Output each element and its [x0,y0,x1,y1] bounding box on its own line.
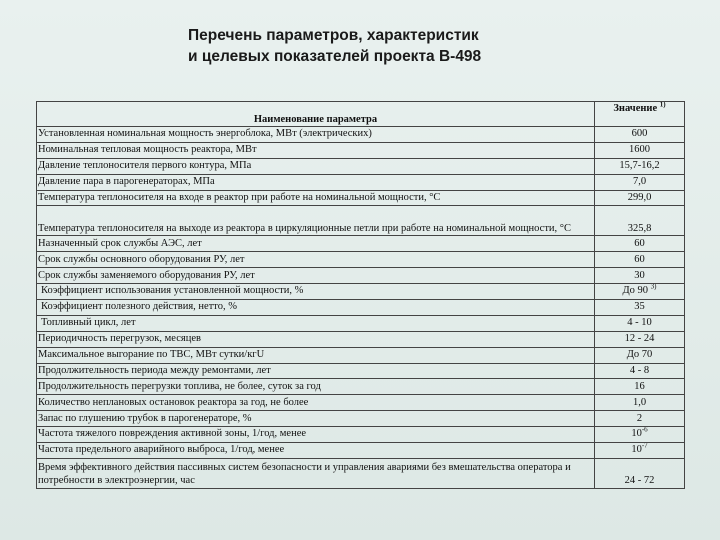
param-cell: Назначенный срок службы АЭС, лет [37,236,595,252]
param-cell: Температура теплоносителя на выходе из реактора в циркуляционные петли при работе на номинальной мощности, °С [37,206,595,236]
param-cell: Запас по глушению трубок в парогенераторе, % [37,411,595,427]
value-text: 325,8 [627,222,652,234]
value-cell [595,331,685,347]
page-title-line-2: и целевых показателей проекта В-498 [188,48,482,65]
table-row [37,411,685,427]
value-cell [595,158,685,174]
value-text: 30 [634,269,645,281]
value-text: До 70 [626,348,653,360]
value-text: 24 - 72 [624,475,655,487]
param-cell: Номинальная тепловая мощность реактора, МВт [37,142,595,158]
value-cell [595,284,685,300]
table-row [37,190,685,206]
table-row [37,174,685,190]
param-cell: Количество неплановых остановок реактора за год, не более [37,395,595,411]
table-header-row [37,102,685,127]
param-column-header: Наименование параметра [37,102,595,127]
table-row [37,315,685,331]
value-cell [595,127,685,143]
param-cell: Температура теплоносителя на входе в реактор при работе на номинальной мощности, °С [37,190,595,206]
value-header-footnote: 1) [659,101,666,109]
table-row [37,395,685,411]
value-text: 4 - 10 [627,317,652,329]
value-exponent: -7 [641,442,648,450]
value-cell [595,190,685,206]
value-text: 7,0 [632,175,647,187]
param-cell: Коэффициент использования установленной мощности, % [37,284,595,300]
value-cell [595,347,685,363]
table-row [37,158,685,174]
value-cell [595,236,685,252]
value-cell [595,300,685,316]
param-cell: Топливный цикл, лет [37,315,595,331]
value-text: 10 [631,428,642,440]
param-cell: Срок службы заменяемого оборудования РУ, лет [37,268,595,284]
value-text: До 90 [622,285,649,297]
table-row [37,331,685,347]
table-row [37,142,685,158]
value-cell [595,252,685,268]
value-cell [595,174,685,190]
table-row [37,300,685,316]
param-cell: Давление пара в парогенераторах, МПа [37,174,595,190]
table-row [37,127,685,143]
table-row [37,363,685,379]
value-text: 299,0 [627,191,652,203]
value-cell [595,427,685,443]
value-text: 12 - 24 [624,333,655,345]
value-cell [595,363,685,379]
value-footnote: 3) [650,283,657,291]
param-cell: Периодичность перегрузок, месяцев [37,331,595,347]
value-exponent: -6 [641,426,648,434]
table-row [37,379,685,395]
param-cell: Установленная номинальная мощность энергоблока, МВт (электрических) [37,127,595,143]
value-text: 10 [631,444,642,456]
value-column-header [595,102,685,127]
table-row [37,252,685,268]
page-title [188,25,588,67]
value-cell [595,142,685,158]
param-cell: Коэффициент полезного действия, нетто, % [37,300,595,316]
param-cell: Давление теплоносителя первого контура, МПа [37,158,595,174]
value-text: 1,0 [632,396,647,408]
param-cell: Частота тяжелого повреждения активной зоны, 1/год, менее [37,427,595,443]
param-cell: Срок службы основного оборудования РУ, лет [37,252,595,268]
table-row [37,347,685,363]
value-text: 600 [631,128,648,140]
value-text: 15,7-16,2 [619,160,660,172]
value-text: 35 [634,301,645,313]
table-row [37,268,685,284]
value-text: 60 [634,253,645,265]
param-cell: Время эффективного действия пассивных систем безопасности и управления авариями без вмешательства оператора и потребности в электроэнергии, час [37,458,595,488]
value-text: 16 [634,380,645,392]
value-cell [595,315,685,331]
page-title-line-1: Перечень параметров, характеристик [188,27,479,44]
table-row [37,443,685,459]
value-cell [595,411,685,427]
param-cell: Продолжительность перегрузки топлива, не более, суток за год [37,379,595,395]
table-row [37,284,685,300]
value-cell [595,395,685,411]
table-row [37,236,685,252]
value-cell [595,443,685,459]
value-text: 2 [636,412,643,424]
value-text: 1600 [629,144,650,156]
param-cell: Продолжительность периода между ремонтами, лет [37,363,595,379]
value-cell [595,268,685,284]
table-row [37,427,685,443]
value-cell [595,206,685,236]
param-cell: Максимальное выгорание по ТВС, МВт сутки/кгU [37,347,595,363]
value-cell [595,458,685,488]
param-cell: Частота предельного аварийного выброса, 1/год, менее [37,443,595,459]
value-header-label: Значение [613,103,658,114]
table-row [37,458,685,488]
value-cell [595,379,685,395]
value-text: 4 - 8 [629,364,650,376]
table-row [37,206,685,236]
value-text: 60 [634,237,645,249]
parameters-table [36,101,685,489]
